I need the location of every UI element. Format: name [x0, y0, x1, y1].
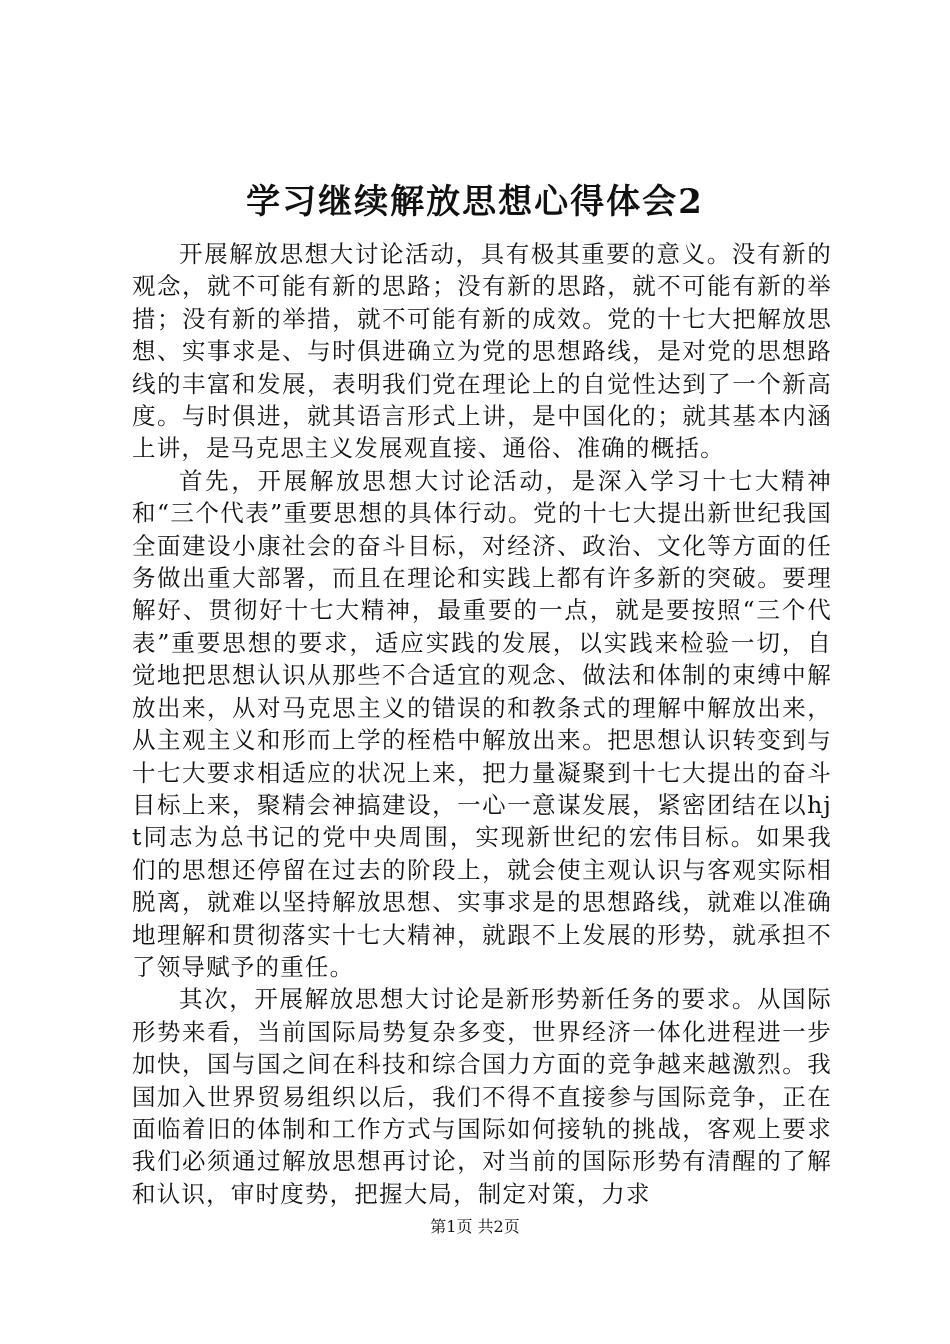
- paragraph: 其次，开展解放思想大讨论是新形势新任务的要求。从国际形势来看，当前国际局势复杂多变，世界经济一体化进程进一步加快，国与国之间在科技和综合国力方面的竞争越来越激烈。我国加入世界贸易组织以后，我们不得不直接参与国际竞争，正在面临着旧的体制和工作方式与国际如何接轨的挑战，客观上要求我们必须通过解放思想再讨论，对当前的国际形势有清醒的了解和认识，审时度势，把握大局，制定对策，力求: [132, 985, 832, 1208]
- document-body: [132, 238, 832, 1210]
- page-indicator: 第1页 共2页: [430, 1217, 520, 1236]
- paragraph: 开展解放思想大讨论活动，具有极其重要的意义。没有新的观念，就不可能有新的思路；没有新的思路，就不可能有新的举措；没有新的举措，就不可能有新的成效。党的十七大把解放思想、实事求是、与时俱进确立为党的思想路线，是对党的思想路线的丰富和发展，表明我们党在理论上的自觉性达到了一个新高度。与时俱进，就其语言形式上讲，是中国化的；就其基本内涵上讲，是马克思主义发展观直接、通俗、准确的概括。: [132, 240, 832, 463]
- page-number-footer: [0, 1216, 950, 1238]
- document-title: 学习继续解放思想心得体会2: [246, 182, 704, 222]
- paragraph: 首先，开展解放思想大讨论活动，是深入学习十七大精神和“三个代表”重要思想的具体行动。党的十七大提出新世纪我国全面建设小康社会的奋斗目标，对经济、政治、文化等方面的任务做出重大部署，而且在理论和实践上都有许多新的突破。要理解好、贯彻好十七大精神，最重要的一点，就是要按照“三个代表”重要思想的要求，适应实践的发展，以实践来检验一切，自觉地把思想认识从那些不合适宜的观念、做法和体制的束缚中解放出来，从对马克思主义的错误的和教条式的理解中解放出来，从主观主义和形而上学的桎梏中解放出来。把思想认识转变到与十七大要求相适应的状况上来，把力量凝聚到十七大提出的奋斗目标上来，聚精会神搞建设，一心一意谋发展，紧密团结在以hjt同志为总书记的党中央周围，实现新世纪的宏伟目标。如果我们的思想还停留在过去的阶段上，就会使主观认识与客观实际相脱离，就难以坚持解放思想、实事求是的思想路线，就难以准确地理解和贯彻落实十七大精神，就跟不上发展的形势，就承担不了领导赋予的重任。: [132, 466, 832, 981]
